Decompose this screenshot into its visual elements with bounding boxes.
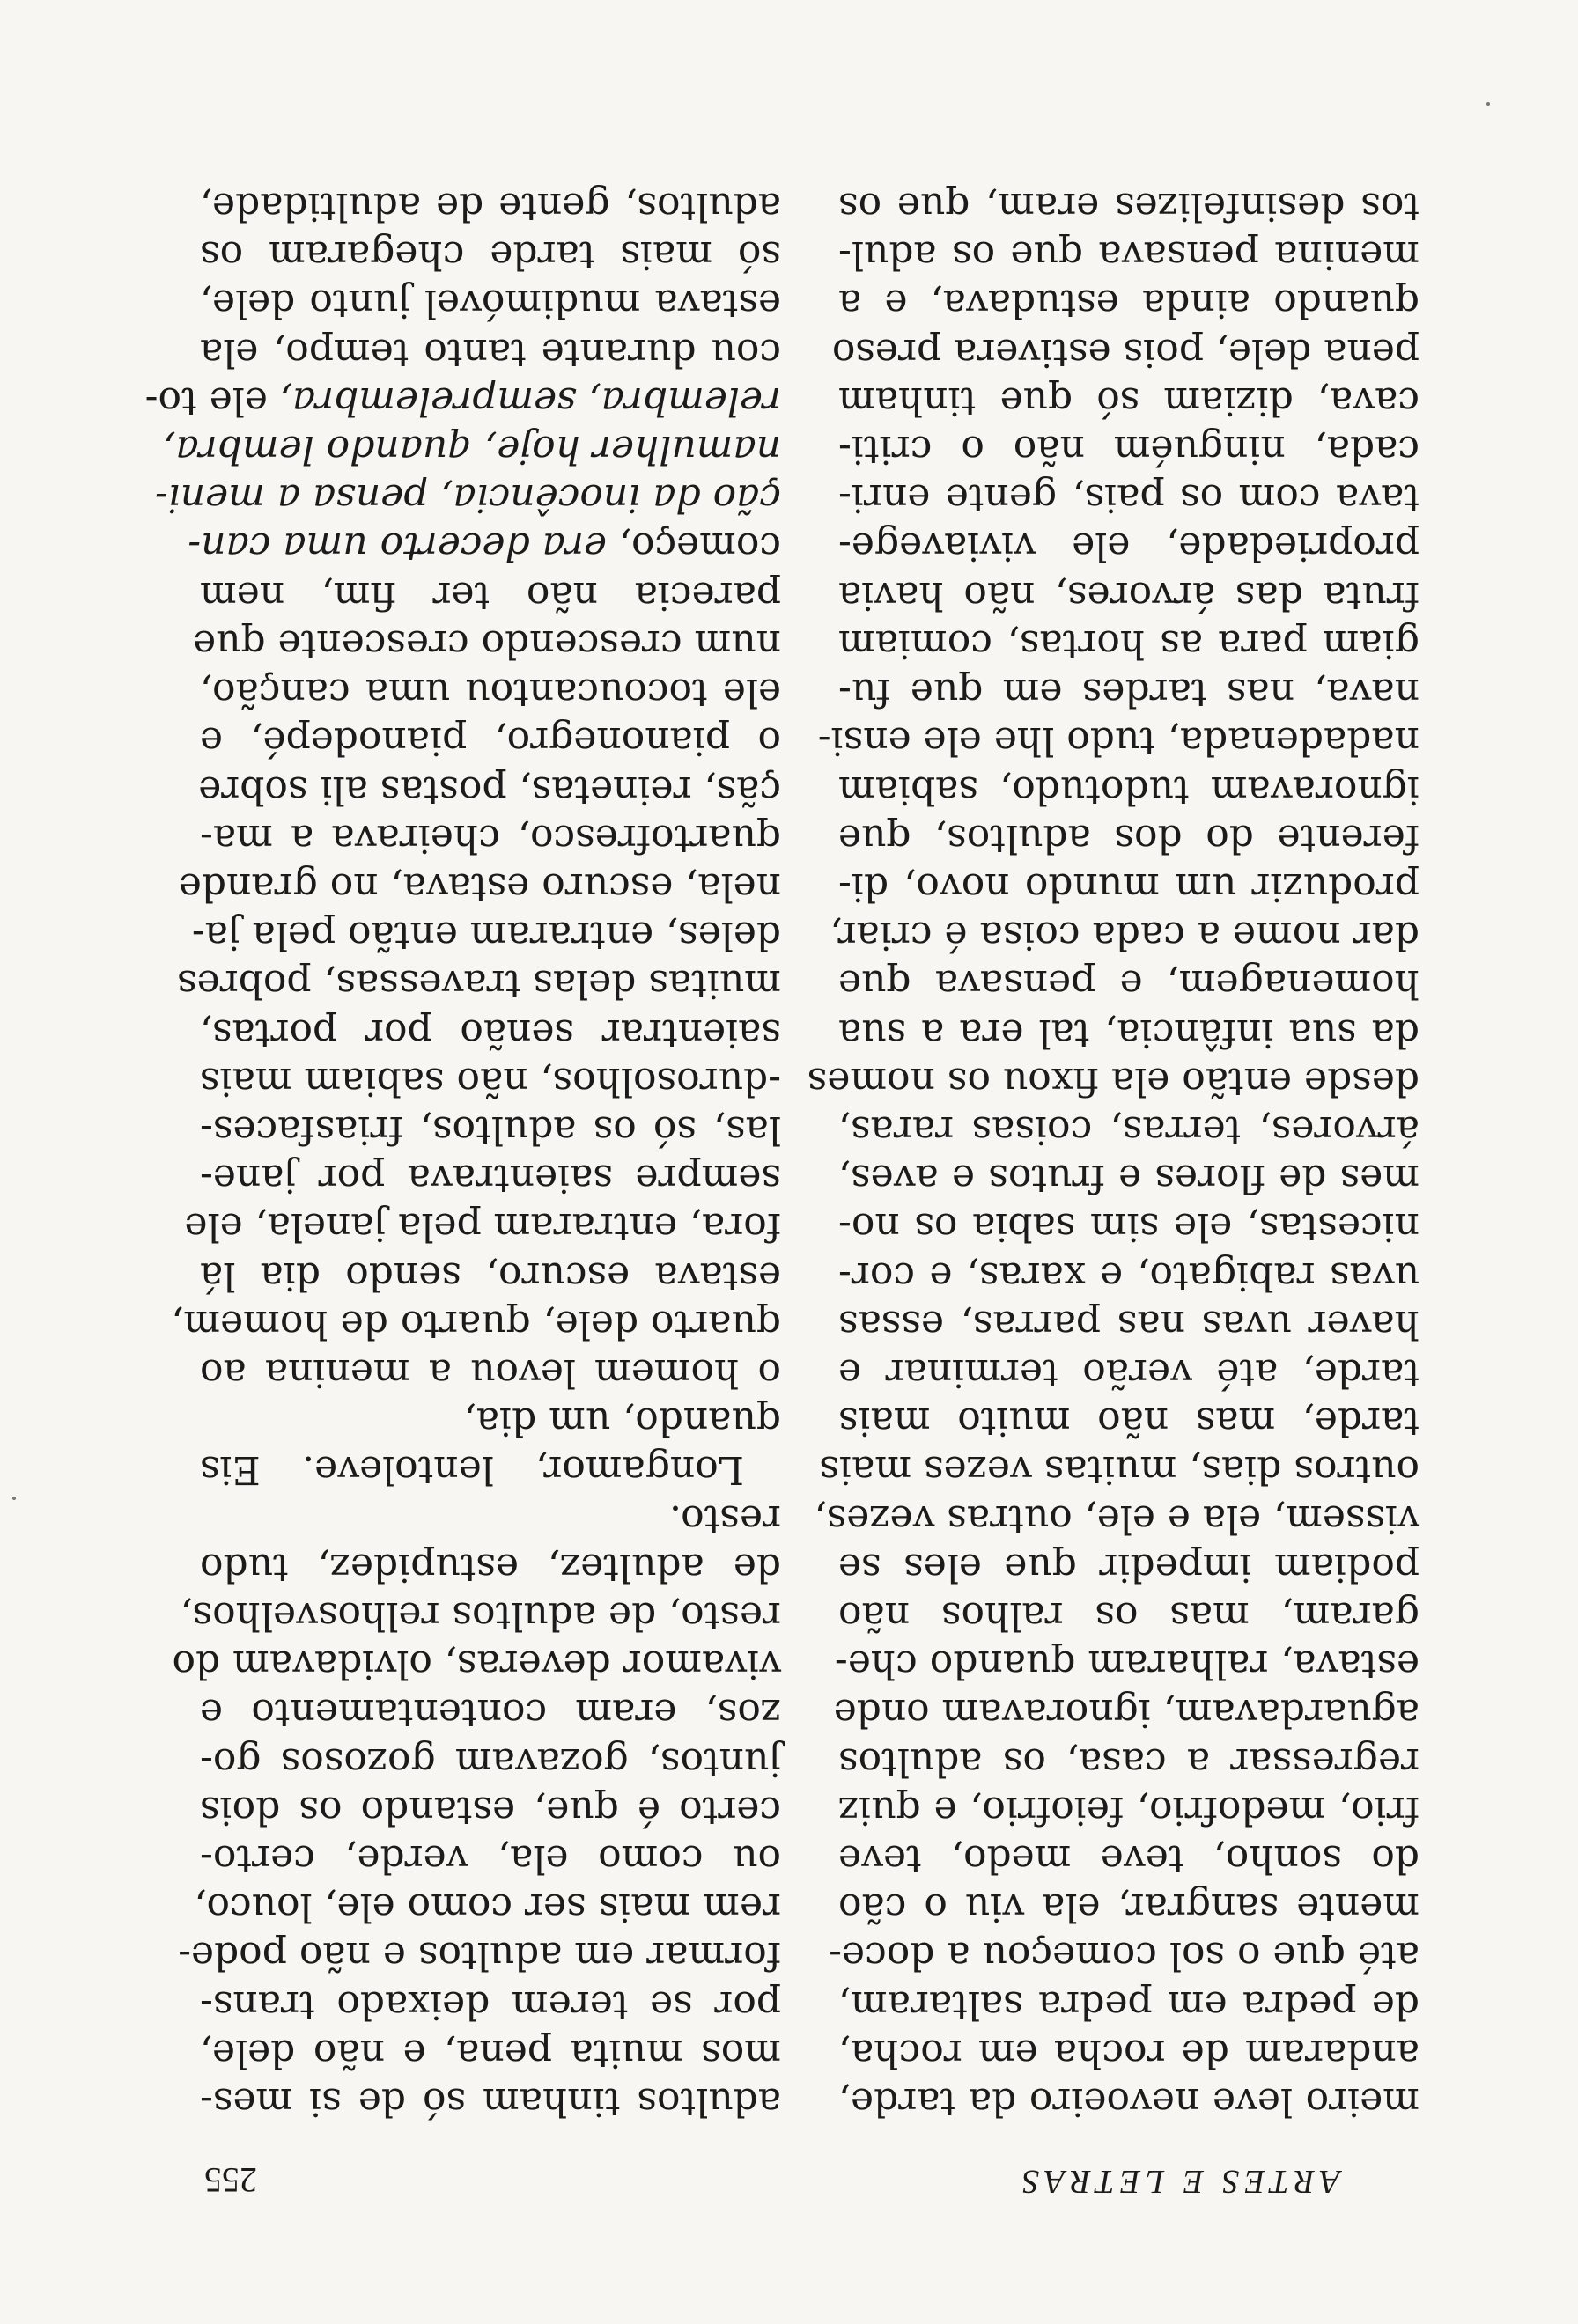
right-text-column (144, 182, 781, 2126)
italic-fragment: relembra, semprelembra, (279, 378, 781, 423)
text-line: formar em adultos e não pode- (178, 1933, 781, 1979)
italic-fragment: era decerto uma can- (188, 524, 607, 570)
text-line: estava mudimóvel junto dele, (200, 281, 781, 327)
text-line: çãs, reinetas, postas ali sobre (198, 767, 781, 813)
text-line: tarde, mas não muito mais (838, 1399, 1419, 1445)
text-line: resto, de adultos relhosvelhos, (180, 1592, 781, 1638)
text-line: tos desinfelizes eram, que os (838, 184, 1419, 230)
text-line: desde então ela fixou os nomes (807, 1058, 1419, 1104)
text-line: saientrar senão por portas, (200, 1010, 781, 1055)
text-line: cou durante tanto tempo, ela (200, 329, 781, 375)
text-line: ele tocoucantou uma canção, (200, 670, 781, 716)
margin-speck (12, 1497, 16, 1500)
text-line: nadadenada, tudo lhe ele ensi- (817, 718, 1419, 764)
text-line: muitas delas travessas, pobres (177, 961, 781, 1007)
text-line: tarde, até verão terminar e (838, 1350, 1419, 1395)
text-line: adultos, gente de adultidade, (200, 184, 781, 230)
text-line: ferente do dos adultos, que (838, 815, 1419, 861)
text-line: o homem levou a menina ao (200, 1350, 781, 1395)
text-line: andaram de rocha em rocha, (838, 2030, 1419, 2076)
text-line: fruta das árvores, não havia (838, 572, 1419, 618)
text-line: quartofresco, cheirava a ma- (200, 815, 781, 861)
text-line: de pedra em pedra saltaram, (838, 1982, 1419, 2027)
text-line: mente sangrar, ela viu o cão (838, 1885, 1419, 1931)
text-line (188, 522, 781, 570)
text-line: num crescendo crescente que (193, 621, 781, 666)
text-line (144, 377, 781, 425)
text-line: namulher hoje, quando lembra, (163, 427, 781, 473)
text-line: Longamor, lentoleve. Eis (200, 1447, 744, 1493)
text-line: haver uvas nas parras, essas (838, 1301, 1419, 1347)
text-line: estava escuro, sendo dia lá (200, 1253, 781, 1298)
text-line: nicestas, ele sim sabia os no- (838, 1204, 1419, 1250)
text-line: meiro leve nevoeiro da tarde, (838, 2079, 1419, 2124)
running-title: ARTES E LETRAS (1017, 2163, 1340, 2200)
text-line: pena dele, pois estivera preso (831, 329, 1419, 375)
text-line: adultos tinham só de si mes- (200, 2079, 781, 2124)
text-line: mes de flores e frutos e aves, (838, 1156, 1419, 1202)
text-line: quando ainda estudava, e a (838, 281, 1419, 327)
text-line: frio, medofrio, feiofrio, e quiz (838, 1787, 1419, 1833)
text-line: quando, um dia, (463, 1399, 781, 1445)
text-line: podiam impedir que eles se (838, 1544, 1419, 1590)
text-line: las, só os adultos, friasfaces- (200, 1107, 781, 1152)
text-line: vivamor deveras, olvidavam do (172, 1642, 781, 1688)
margin-speck (1486, 102, 1490, 106)
text-line: giam para as hortas, comiam (838, 621, 1419, 666)
text-line: produzir um mundo novo, di- (838, 864, 1419, 909)
text-line: por se terem deixado trans- (200, 1982, 781, 2027)
text-line: da sua infância, tal era a sua (838, 1010, 1419, 1055)
text-line: ignoravam tudotudo, sabiam (838, 767, 1419, 813)
text-line: propriedade, ele viviavege- (838, 524, 1419, 570)
text-line: o pianonegro, pianodepé, e (200, 718, 781, 764)
page-number: 255 (204, 2160, 257, 2200)
text-fragment: ele to- (144, 378, 268, 423)
text-line: certo é que, estando os dois (200, 1787, 781, 1833)
text-line: nava, nas tardes em que fu- (838, 670, 1419, 716)
text-line: homenagem, e pensava que (838, 961, 1419, 1007)
text-line: -durosolhos, não sabiam mais (199, 1058, 781, 1104)
text-line: juntos, gozavam gozosos go- (200, 1739, 781, 1784)
text-line: dar nome a cada coisa é criar, (830, 913, 1419, 959)
text-line: resto. (668, 1496, 781, 1541)
text-line: zos, eram contentamento e (200, 1690, 781, 1736)
text-line: fora, entraram pela janela, ele (184, 1204, 781, 1250)
text-line: ou como ela, verde, certo- (200, 1835, 781, 1881)
text-line: do sonho, teve medo, teve (838, 1835, 1419, 1881)
text-line: menina pensava que os adul- (838, 232, 1419, 278)
text-line: cava, diziam só que tinham (838, 378, 1419, 423)
text-line: regressar a casa, os adultos (838, 1739, 1419, 1784)
text-line: cada, ninguém não o criti- (838, 427, 1419, 473)
text-fragment: começo, (618, 524, 781, 570)
text-line: árvores, terras, coisas raras, (838, 1107, 1419, 1152)
text-line: parecia não ter fim, nem (200, 572, 781, 618)
text-line: sempre saientrava por jane- (200, 1156, 781, 1202)
text-line: estava, ralharam quando che- (834, 1642, 1419, 1688)
text-line: quarto dele, quarto de homem, (171, 1301, 781, 1347)
text-line: uvas rabigato, e xaras, e cor- (838, 1253, 1419, 1298)
text-line: de adultez, estupidez, tudo (200, 1544, 781, 1590)
text-line: aguardavam, ignoravam onde (833, 1690, 1419, 1736)
text-line: nela, escuro estava, no grande (178, 864, 781, 909)
text-line: rem mais ser como ele, louco, (194, 1885, 781, 1931)
text-line: até que o sol começou a doce- (829, 1933, 1419, 1979)
left-text-column (807, 182, 1419, 2126)
text-line: garam, mas os ralhos não (838, 1592, 1419, 1638)
text-line: ção da inocência, pensa a meni- (154, 475, 781, 521)
text-line: mos muita pena, e não dele, (200, 2030, 781, 2076)
text-line: deles, entraram então pela ja- (191, 913, 781, 959)
text-line: outros dias, muitas vezes mais (819, 1447, 1419, 1493)
text-line: só mais tarde chegaram os (200, 232, 781, 278)
text-line: tava com os pais, gente enri- (838, 475, 1419, 521)
text-line: vissem, ela e ele, outras vezes, (814, 1496, 1419, 1541)
